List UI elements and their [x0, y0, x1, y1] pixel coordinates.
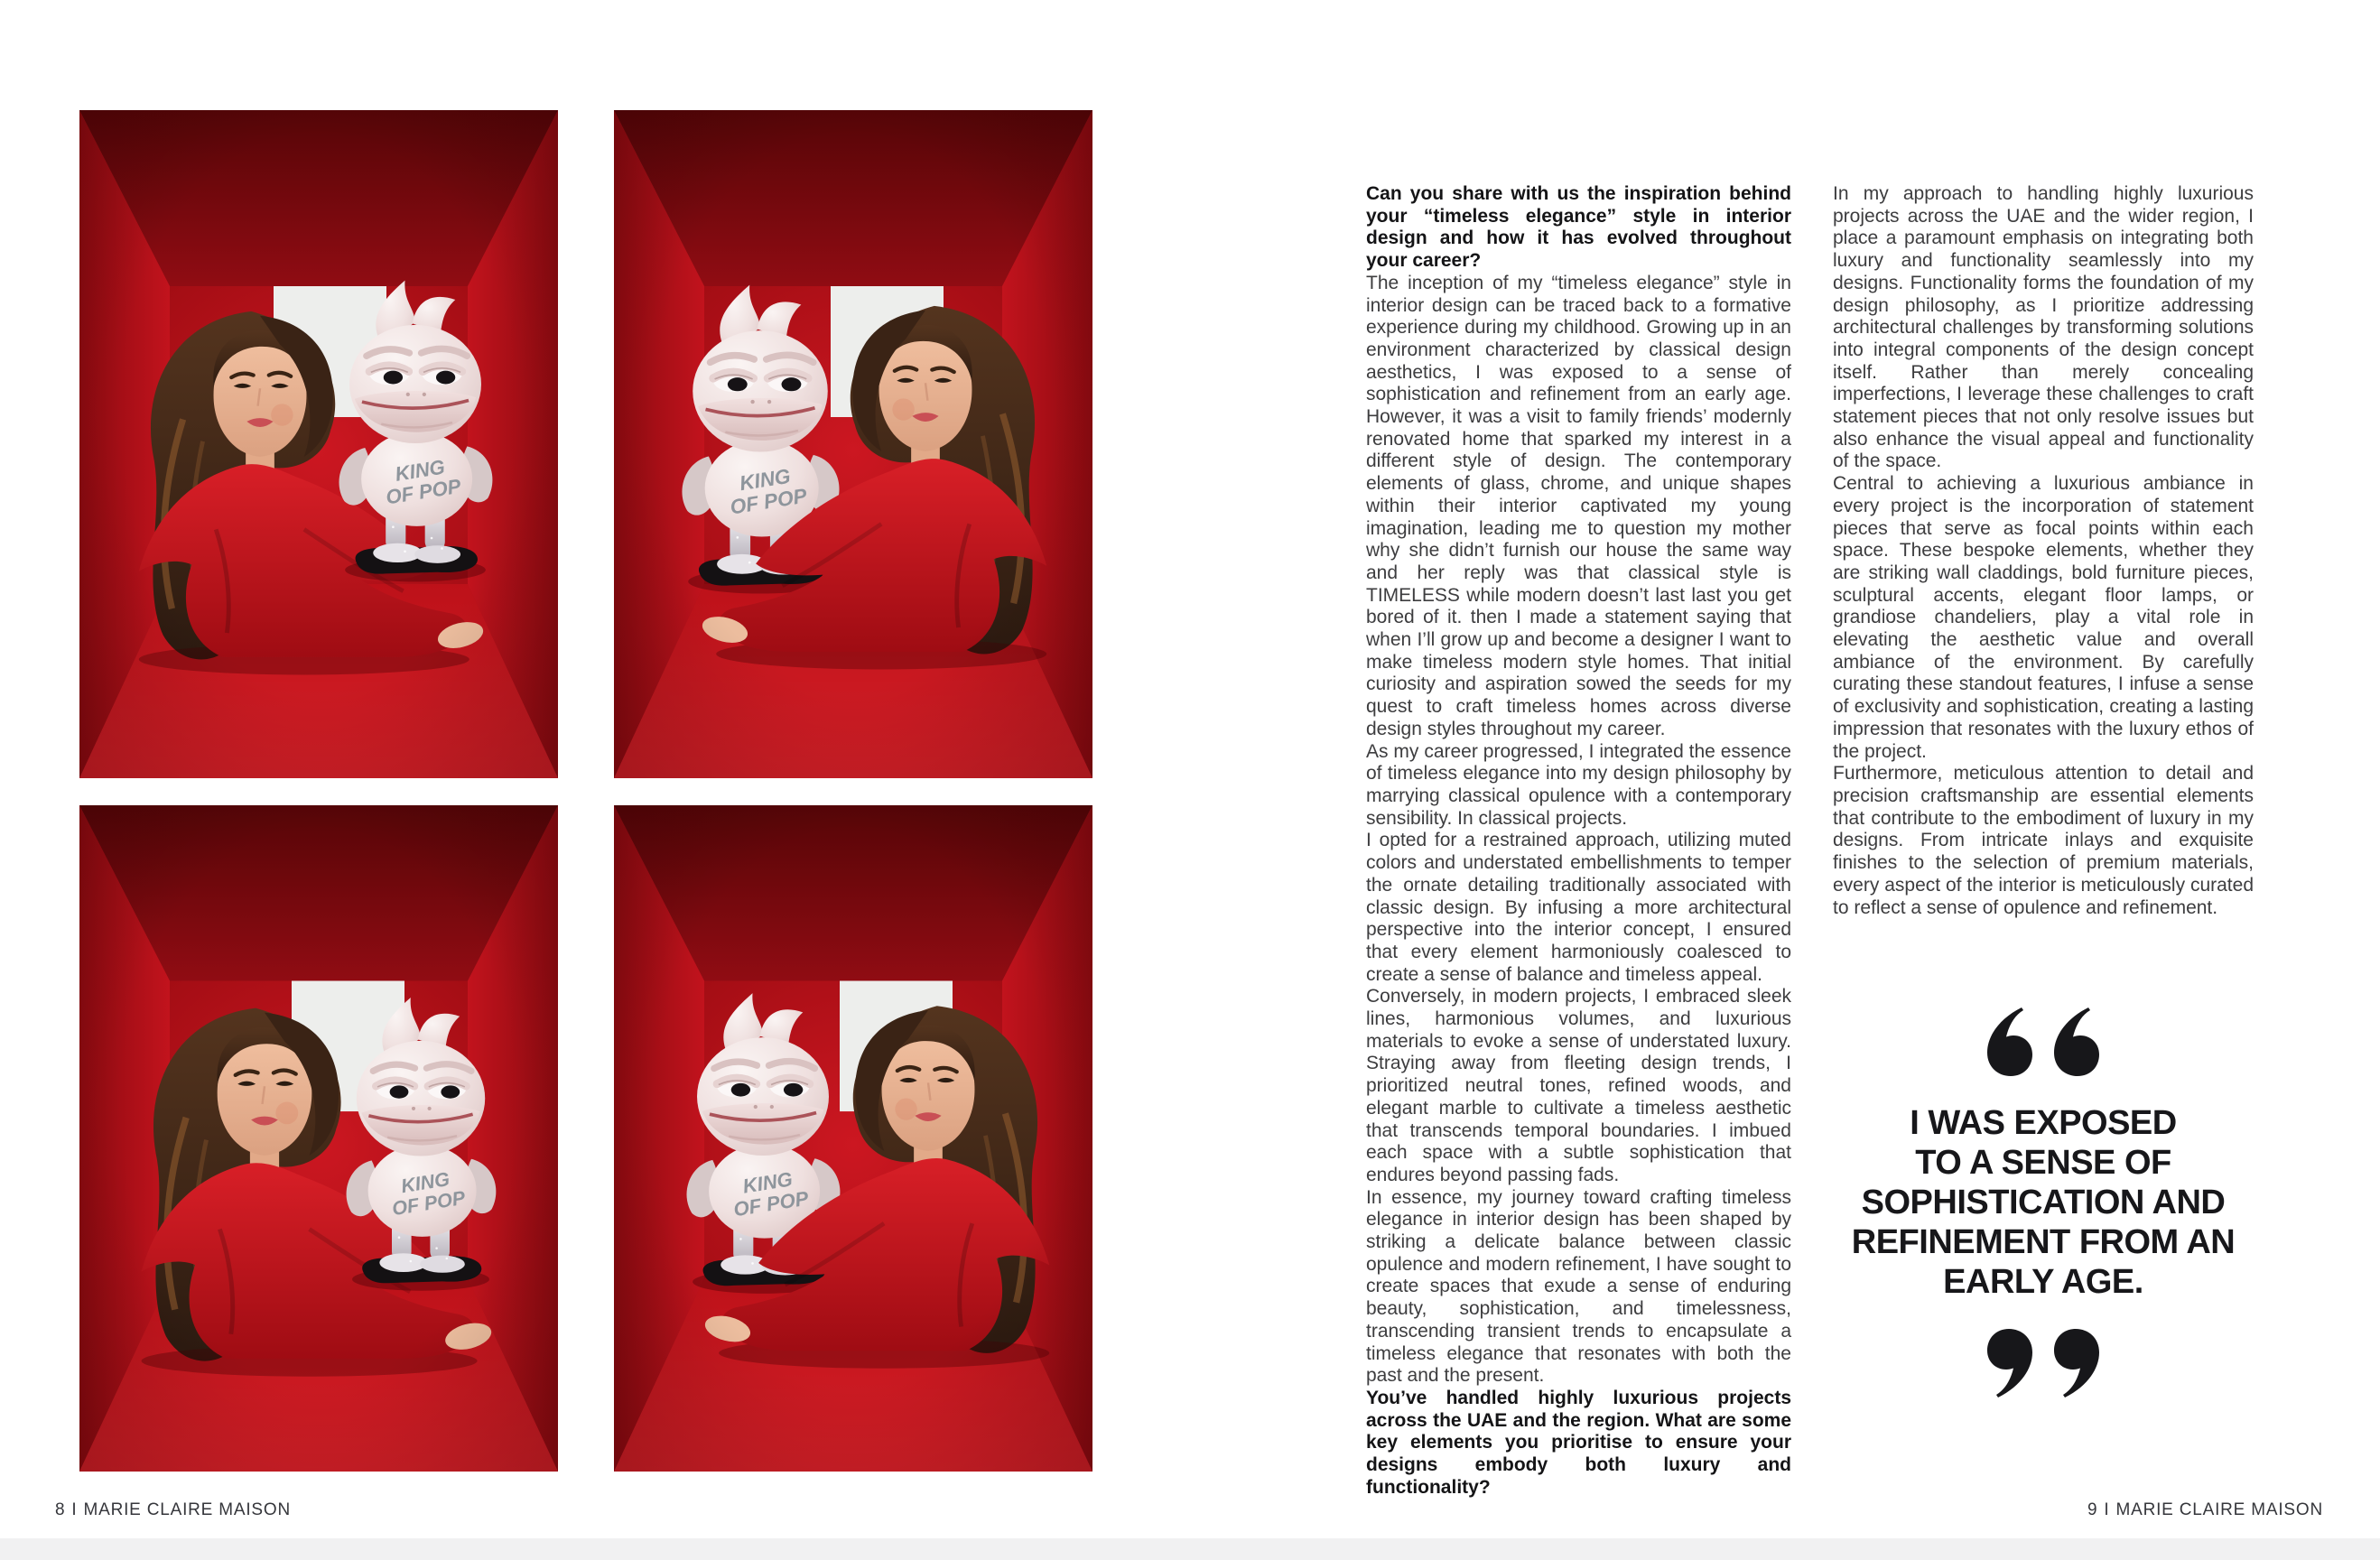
page-number: 9	[2087, 1500, 2098, 1519]
page-number: 8	[55, 1500, 66, 1519]
interview-question-1: Can you share with us the inspiration behind your “timeless elegance” style in interior design and how it has evolved throughout your career?	[1366, 183, 1791, 272]
footer-separator: I	[71, 1500, 78, 1519]
article-column-1	[1366, 183, 1791, 1499]
answer-paragraph: In essence, my journey toward crafting timeless elegance in interior design has been shaped by striking a delicate balance between classic opulence and modern refinement, I have sought to create spaces that exude a sense of enduring beauty, sophistication, and timelessness, transcending transient trends to encapsulate a timeless elegance that resonates with both the past and the present.	[1366, 1186, 1791, 1387]
footer-separator: I	[2104, 1500, 2110, 1519]
page-footer-right	[2087, 1500, 2323, 1520]
photo-top-right	[614, 110, 1092, 778]
photo-bottom-left-illustration	[79, 805, 558, 1472]
answer-paragraph: Furthermore, meticulous attention to detail and precision craftsmanship are essential elements that contribute to the embodiment of luxury in my designs. From intricate inlays and exquisite finishes to the selection of premium materials, every aspect of the interior is meticulously curated to reflect a sense of opulence and refinement.	[1833, 763, 2254, 918]
answer-paragraph: Central to achieving a luxurious ambiance in every project is the incorporation of statement pieces that serve as focal points within each space. These bespoke elements, whether they are striking wall claddings, bold furniture pieces, sculptural accents, elegant floor lamps, or grandiose chandeliers, play a vital role in elevating the aesthetic value and overall ambiance of the environment. By carefully curating these standout features, I infuse a sense of exclusivity and sophistication, creating a lasting impression that resonates with the luxury ethos of the project.	[1833, 473, 2254, 762]
pull-quote-line: REFINEMENT FROM AN	[1851, 1223, 2236, 1262]
pull-quote-line: SOPHISTICATION AND	[1861, 1184, 2226, 1222]
pull-quote	[1833, 1006, 2254, 1399]
photo-top-left-illustration	[79, 110, 558, 778]
photo-bottom-left	[79, 805, 558, 1472]
open-quote-icon	[1984, 1006, 2103, 1076]
answer-paragraph: The inception of my “timeless elegance” style in interior design can be traced back to a formative experience during my childhood. Growing up in an environment characterized by classical design aesthetics, I was exposed to a sense of sophistication and refinement from an early age. However, it was a visit to family friends’ modernly renovated home that sparked my interest in a different style of design. The contemporary elements of glass, chrome, and unique shapes within their interior captivated my young imagination, leading me to question my mother why she didn’t furnish our house the same way and her reply was that classical style is TIMELESS while modern doesn’t last last you get bored of it. then I made a statement saying that when I’ll grow up and become a designer I want to make timeless modern style homes. That initial curiosity and aspiration sowed the seeds for my quest to craft timeless homes across diverse design styles throughout my career.	[1366, 272, 1791, 739]
answer-paragraph: As my career progressed, I integrated the essence of timeless elegance into my design philosophy by marrying classical opulence with a contemporary sensibility. In classical projects.	[1366, 740, 1791, 829]
article-column-2	[1833, 183, 2254, 1399]
magazine-title: MARIE CLAIRE MAISON	[83, 1500, 291, 1519]
close-quote-icon	[1984, 1329, 2103, 1399]
photo-bottom-right	[614, 805, 1092, 1472]
magazine-title: MARIE CLAIRE MAISON	[2115, 1500, 2323, 1519]
pull-quote-line: TO A SENSE OF	[1915, 1144, 2171, 1183]
answer-paragraph: I opted for a restrained approach, utilizing muted colors and understated embellishments to temper the ornate detailing traditionally associated with classic design. By infusing a more architectural perspective into the interior concept, I ensured that every element harmoniously coalesced to create a sense of balance and timeless appeal.	[1366, 830, 1791, 985]
photo-top-left	[79, 110, 558, 778]
photo-bottom-right-illustration	[614, 805, 1092, 1472]
pull-quote-line: I WAS EXPOSED	[1910, 1104, 2177, 1143]
bottom-edge-bar	[0, 1538, 2380, 1560]
interview-question-2: You’ve handled highly luxurious projects across the UAE and the region. What are some key elements you prioritise to ensure your designs embody both luxury and functionality?	[1366, 1387, 1791, 1498]
answer-paragraph: In my approach to handling highly luxurious projects across the UAE and the wider region, I place a paramount emphasis on integrating both luxury and functionality seamlessly into my designs. Functionality forms the foundation of my design philosophy, as I prioritize addressing architectural challenges by transforming solutions into integral components of the design concept itself. Rather than merely concealing imperfections, I leverage these challenges to craft statement pieces that not only resolve issues but also enhance the visual appeal and functionality of the space.	[1833, 183, 2254, 472]
answer-paragraph: Conversely, in modern projects, I embraced sleek lines, harmonious volumes, and luxurious materials to evoke a sense of understated luxury. Straying away from fleeting design trends, I prioritized neutral tones, refined woods, and elegant marble to cultivate a timeless aesthetic that transcends temporal boundaries. I imbued each space with a subtle sophistication that endures beyond passing fads.	[1366, 986, 1791, 1185]
pull-quote-line: EARLY AGE.	[1943, 1263, 2143, 1302]
photo-top-right-illustration	[614, 110, 1092, 778]
page-footer-left	[55, 1500, 291, 1520]
